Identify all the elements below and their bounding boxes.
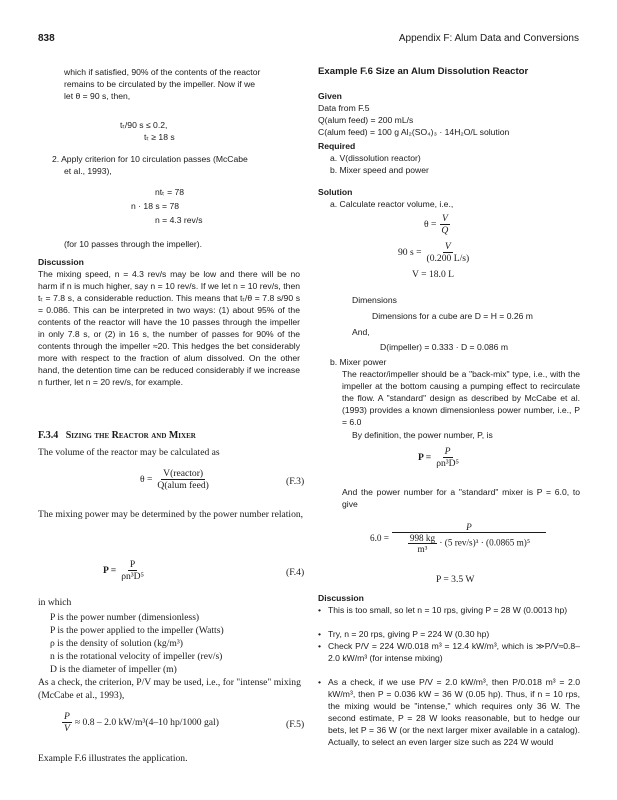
equation-result: P = 3.5 W [436,574,475,585]
equation-f5 [62,711,219,734]
equation-ratio: tₜ/90 s ≤ 0.2, [120,120,168,130]
mixer-text: The reactor/impeller should be a "back-mix" type, i.e., with the impeller at the bottom causing a pumping effect to recirculate the flow. A "standard" design as described by McCabe et al. (1993) provides a known dimensionless power number, i.e., P = 6.0 [342,369,580,427]
example-reference: Example F.6 illustrates the application. [38,753,188,764]
dimensions-label: Dimensions [352,295,397,305]
eq-f4-num: P [129,559,136,570]
given-list [318,102,509,138]
eq-numeric-lhs: 6.0 = [370,533,389,543]
bullet-4-text: As a check, if we use P/V = 2.0 kW/m³, then P/0.018 m³ = 2.0 kW/m³, then P = 0.036 kW = 36 W (0.05 hp). Thus, if n = 10 rps, the mixing would be "intense," which requires only 36 W. The second estimate, P = 28 W looks reasonable, but to hedge our bets, let P = 36 W (or the next larger mixer available in a catalog). Actually, to select an even larger size such as 224 W would [328,677,580,747]
eq-numeric-speed: (5 rev/s)³ [444,537,479,548]
given-concentration: C(alum feed) = 100 g Al₂(SO₄)₃ · 14H₂O/L solution [318,127,510,137]
step-2-line-1: 2. Apply criterion for 10 circulation passes (McCabe [52,154,248,164]
eq-f5-rhs: ≈ 0.8 – 2.0 kW/m³(4–10 hp/1000 gal) [74,717,219,728]
equation-volume: V = 18.0 L [412,269,455,280]
bullet-2-text: Try, n = 20 rps, giving P = 224 W (0.30 hp) [328,629,490,639]
section-number: F.3.4 [38,430,59,441]
intro-line-3: let θ = 90 s, then, [64,91,131,101]
impeller-equation: D(impeller) = 0.333 · D = 0.086 m [380,342,509,352]
equation-90s [398,241,471,264]
equation-numeric: 6.0 = P $\frac{998 kg}{\text{m³}}$ · (5 rev/s)³ · (0.0865 m)⁵ [370,522,546,554]
eq-theta-num: V [441,213,448,224]
definition-power-number: P is the power number (dimensionless) [50,612,200,623]
eq-f3-lhs: θ = [140,474,153,485]
eq-90s-lhs: 90 s = [398,247,422,258]
eq-f4-lhs: P = [103,565,117,576]
eq-theta-den: Q [441,225,449,236]
eq-90s-den: (0.200 L/s) [426,253,470,264]
required-b: b. Mixer speed and power [330,165,429,175]
bullet-3 [318,640,580,664]
bullet-2 [318,628,580,640]
dimensions-text: Dimensions for a cube are D = H = 0.26 m [372,311,533,321]
step-2 [52,153,300,177]
eq-f4-den: ρn³D⁵ [121,571,144,582]
definition-power: P is the power applied to the impeller (Watts) [50,625,224,636]
and-label: And, [352,327,370,337]
equation-power-number [418,446,461,469]
standard-text: And the power number for a "standard" mixer is P = 6.0, to give [342,487,580,509]
given-data-source: Data from F.5 [318,103,370,113]
eq-f5-den: V [64,723,70,734]
solution-b: b. Mixer power [330,357,387,367]
definitions [50,598,224,676]
intro-line-2: remains to be circulated by the impeller. Now if we [64,79,256,89]
definition-velocity: n is the rotational velocity of impeller (rev/s) [50,651,223,662]
eq-f3-den: Q(alum feed) [157,480,209,491]
intro-line-1: which if satisfied, 90% of the contents of the reactor [64,67,261,77]
discussion-heading-left: Discussion [38,257,84,267]
volume-text: The volume of the reactor may be calculated as [38,447,220,458]
discussion-heading-right: Discussion [318,593,364,603]
power-text: The mixing power may be determined by the power number relation, [38,509,304,520]
equation-tt: tₜ ≥ 18 s [144,132,175,142]
eq-f5-num: P [64,711,70,722]
running-head: Appendix F: Alum Data and Conversions [398,33,579,44]
bullet-1 [318,604,580,616]
definition-text: By definition, the power number, P, is [352,430,493,440]
step-2-line-2: et al., 1993), [64,166,112,176]
eq-f3-num: V(reactor) [163,468,204,479]
bullet-dot: • [318,677,322,687]
bullet-dot: • [318,605,322,615]
bullet-3-text: Check P/V = 224 W/0.018 m³ = 12.4 kW/m³, which is ≫P/V≈0.8–2.0 kW/m³ (for intense mixing) [328,641,580,663]
page-number: 838 [38,33,55,44]
passes-note: (for 10 passes through the impeller). [64,239,203,249]
check-text: As a check, the criterion, P/V may be used, i.e., for "intense" mixing (McCabe et al., 1993), [38,677,301,701]
solution-a: a. Calculate reactor volume, i.e., [330,199,454,209]
bullet-4 [318,676,580,748]
equation-ntt: ntₜ = 78 [155,187,185,197]
equation-theta [424,213,450,236]
eq-90s-num: V [444,241,451,252]
bullet-dot: • [318,629,322,639]
required-heading: Required [318,141,356,151]
eq-f5-label: (F.5) [286,719,305,730]
section-title: Sizing the Reactor and Mixer [65,430,196,441]
eq-numeric-density-den: m³ [417,544,428,554]
eq-numeric-diameter: · (0.0865 m)⁵ [480,537,531,548]
eq-f3-label: (F.3) [286,476,305,487]
eq-numeric-density-num: 998 kg [409,533,436,543]
eq-power-lhs: P = [418,452,432,463]
bullet-dot: • [318,641,322,651]
equation-n18: n · 18 s = 78 [131,201,180,211]
section-heading [38,430,196,441]
eq-power-den: ρn³D⁵ [436,458,459,469]
equation-f4 [103,559,146,582]
equation-f3 [140,468,211,491]
given-flow: Q(alum feed) = 200 mL/s [318,115,414,125]
definition-diameter: D is the diameter of impeller (m) [50,664,177,675]
bullet-1-text: This is too small, so let n = 10 rps, giving P = 28 W (0.0013 hp) [328,605,568,615]
eq-numeric-num: P [392,522,546,533]
example-title: Example F.6 Size an Alum Dissolution Reactor [318,66,529,77]
equation-n: n = 4.3 rev/s [155,215,203,225]
definition-density: ρ is the density of solution (kg/m³) [50,638,183,649]
solution-heading: Solution [318,187,353,197]
required-a: a. V(dissolution reactor) [330,153,421,163]
discussion-text-left: The mixing speed, n = 4.3 rev/s may be low and there will be no harm if n is much higher, say n = 10 rev/s. If we let n = 10 rev/s, then tₜ = 7.8 s, a considerable reduction. This means that tₜ/θ = 7.8 s/90 s = 0.086. This can be interpreted in two ways: (1) about 95% of the contents of the reactor will have the 10 passes through the impeller in only 7.8 s, or (2) in 16 s, the number of passes for 90% of the contents through the impeller ≈20. This hedges the bet considerably more with respect to the fraction of alum dissolved. On the other hand, the detention time can be reduced considerably if we increase n further, let n = 20 rev/s, for example. [38,269,300,387]
eq-power-num: P [444,446,451,457]
intro-text [64,66,300,102]
eq-theta-lhs: θ = [424,219,437,230]
required-list [330,152,429,176]
given-heading: Given [318,91,342,101]
eq-f4-label: (F.4) [286,567,305,578]
in-which: in which [38,597,72,608]
